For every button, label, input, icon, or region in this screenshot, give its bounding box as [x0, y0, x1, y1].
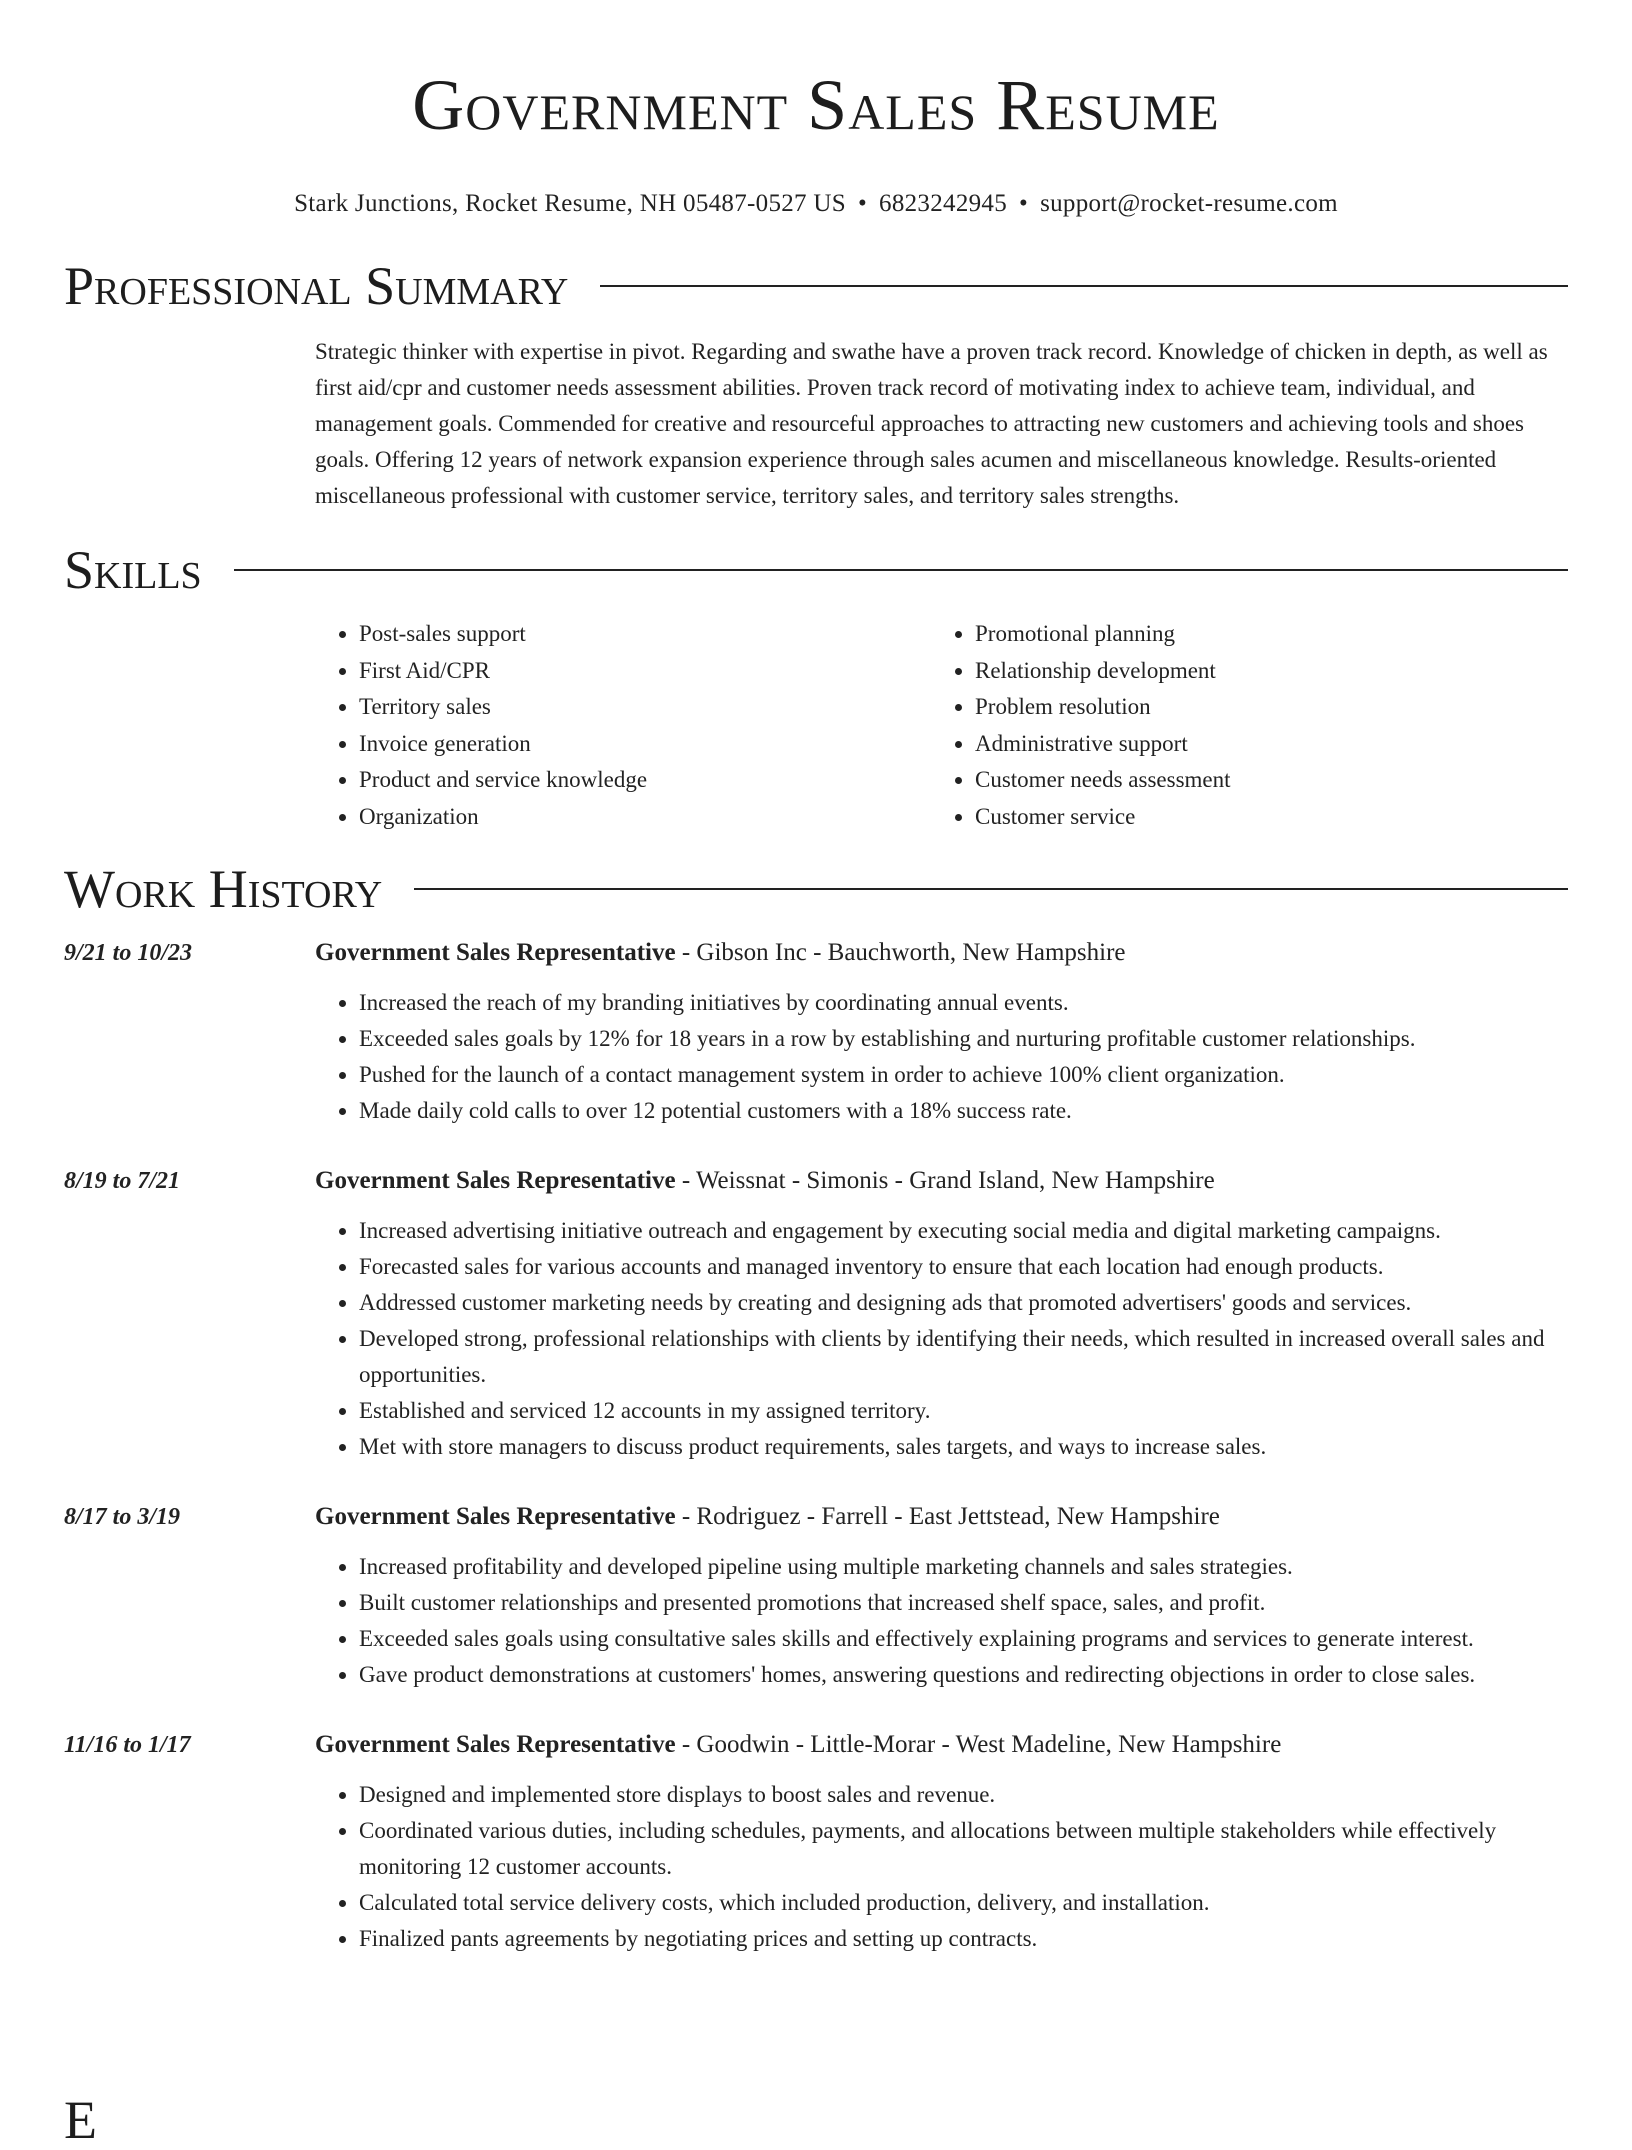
job-bullet: • Exceeded sales goals by 12% for 18 years in a row by establishing and nurturing profitable customer relationships. [359, 1021, 1567, 1057]
job-employer: - Gibson Inc - Bauchworth, New Hampshire [675, 939, 1126, 966]
job-dates: 11/16 to 1/17 [64, 1732, 191, 1758]
section-divider [234, 569, 1568, 571]
job-bullet: • Increased profitability and developed pipeline using multiple marketing channels and sales strategies. [359, 1549, 1567, 1585]
job-bullet: • Gave product demonstrations at customers' homes, answering questions and redirecting objections in order to close sales. [359, 1657, 1567, 1693]
job-bullets [315, 1213, 1567, 1465]
job-heading [315, 935, 1568, 971]
skill-item: • Customer needs assessment [975, 762, 1547, 799]
job-dates: 9/21 to 10/23 [64, 940, 193, 966]
next-section-heading-partial: E [64, 2090, 97, 2150]
contact-address: Stark Junctions, Rocket Resume, NH 05487-0527 US [294, 190, 846, 217]
contact-phone: 6823242945 [879, 190, 1008, 217]
skill-item: • Product and service knowledge [359, 762, 931, 799]
summary-text: Strategic thinker with expertise in pivot. Regarding and swathe have a proven track record. Knowledge of chicken in depth, as well as first aid/cpr and customer needs assessment abilities. Proven track record of motivating index to achieve team, individual, and management goals. Commended for creative and resourceful approaches to attracting new customers and achieving tools and shoes goals. Offering 12 years of network expansion experience through sales acumen and miscellaneous knowledge. Results-oriented miscellaneous professional with customer service, territory sales, and territory sales strengths. [315, 339, 1548, 508]
job-bullet: • Designed and implemented store displays to boost sales and revenue. [359, 1777, 1567, 1813]
skills-lists [315, 616, 1568, 835]
skill-item: • Invoice generation [359, 726, 931, 763]
skill-item: • Administrative support [975, 726, 1547, 763]
resume-page [64, 0, 1568, 1957]
job-employer: - Rodriguez - Farrell - East Jettstead, New Hampshire [675, 1503, 1220, 1530]
job-title: Government Sales Representative [315, 1731, 676, 1758]
work-section-header [64, 859, 1568, 919]
job-title: Government Sales Representative [315, 1503, 676, 1530]
job-bullets [315, 1549, 1567, 1693]
skill-item: • Organization [359, 799, 931, 836]
summary-heading: Professional Summary [64, 256, 569, 316]
skills-heading: Skills [64, 540, 202, 600]
work-heading: Work History [64, 859, 383, 919]
job-employer: - Weissnat - Simonis - Grand Island, New Hampshire [675, 1167, 1215, 1194]
skills-list-right [931, 616, 1547, 835]
job-heading [315, 1727, 1568, 1763]
skill-item: • Problem resolution [975, 689, 1547, 726]
job-bullet: • Increased advertising initiative outreach and engagement by executing social media and digital marketing campaigns. [359, 1213, 1567, 1249]
job-bullet: • Finalized pants agreements by negotiating prices and setting up contracts. [359, 1921, 1567, 1957]
job-entry [64, 1499, 1568, 1693]
skill-item: • Relationship development [975, 653, 1547, 690]
summary-body [315, 334, 1568, 514]
skill-item: • Post-sales support [359, 616, 931, 653]
job-bullet: • Increased the reach of my branding initiatives by coordinating annual events. [359, 985, 1567, 1021]
job-bullet: • Established and serviced 12 accounts in my assigned territory. [359, 1393, 1567, 1429]
job-bullet: • Exceeded sales goals using consultative sales skills and effectively explaining programs and services to generate interest. [359, 1621, 1567, 1657]
job-bullet: • Forecasted sales for various accounts and managed inventory to ensure that each location had enough products. [359, 1249, 1567, 1285]
skill-item: • Customer service [975, 799, 1547, 836]
job-dates: 8/19 to 7/21 [64, 1168, 181, 1194]
resume-title: Government Sales Resume [412, 65, 1220, 145]
contact-email: support@rocket-resume.com [1040, 190, 1338, 217]
job-bullet: • Made daily cold calls to over 12 potential customers with a 18% success rate. [359, 1093, 1567, 1129]
job-heading [315, 1499, 1568, 1535]
separator-dot: • [857, 190, 868, 217]
job-heading [315, 1163, 1568, 1199]
job-employer: - Goodwin - Little-Morar - West Madeline, New Hampshire [675, 1731, 1282, 1758]
job-bullets [315, 1777, 1567, 1957]
section-divider [600, 285, 1568, 287]
job-bullet: • Built customer relationships and presented promotions that increased shelf space, sales, and profit. [359, 1585, 1567, 1621]
job-entry [64, 1163, 1568, 1465]
skill-item: • Promotional planning [975, 616, 1547, 653]
job-entry [64, 935, 1568, 1129]
job-bullet: • Pushed for the launch of a contact management system in order to achieve 100% client organization. [359, 1057, 1567, 1093]
skills-section-header [64, 540, 1568, 600]
separator-dot: • [1019, 190, 1029, 217]
job-bullet: • Developed strong, professional relationships with clients by identifying their needs, which resulted in increased overall sales and opportunities. [359, 1321, 1567, 1393]
job-bullet: • Addressed customer marketing needs by creating and designing ads that promoted advertisers' goods and services. [359, 1285, 1567, 1321]
job-dates: 8/17 to 3/19 [64, 1504, 181, 1530]
skills-list-left [315, 616, 931, 835]
job-bullet: • Calculated total service delivery costs, which included production, delivery, and installation. [359, 1885, 1567, 1921]
job-entry [64, 1727, 1568, 1957]
skill-item: • Territory sales [359, 689, 931, 726]
contact-line [64, 188, 1568, 220]
job-bullets [315, 985, 1567, 1129]
skill-item: • First Aid/CPR [359, 653, 931, 690]
summary-section-header [64, 256, 1568, 316]
job-title: Government Sales Representative [315, 939, 676, 966]
job-title: Government Sales Representative [315, 1167, 676, 1194]
job-bullet: • Met with store managers to discuss product requirements, sales targets, and ways to increase sales. [359, 1429, 1567, 1465]
section-divider [414, 888, 1568, 890]
job-bullet: • Coordinated various duties, including schedules, payments, and allocations between multiple stakeholders while effectively monitoring 12 customer accounts. [359, 1813, 1567, 1885]
